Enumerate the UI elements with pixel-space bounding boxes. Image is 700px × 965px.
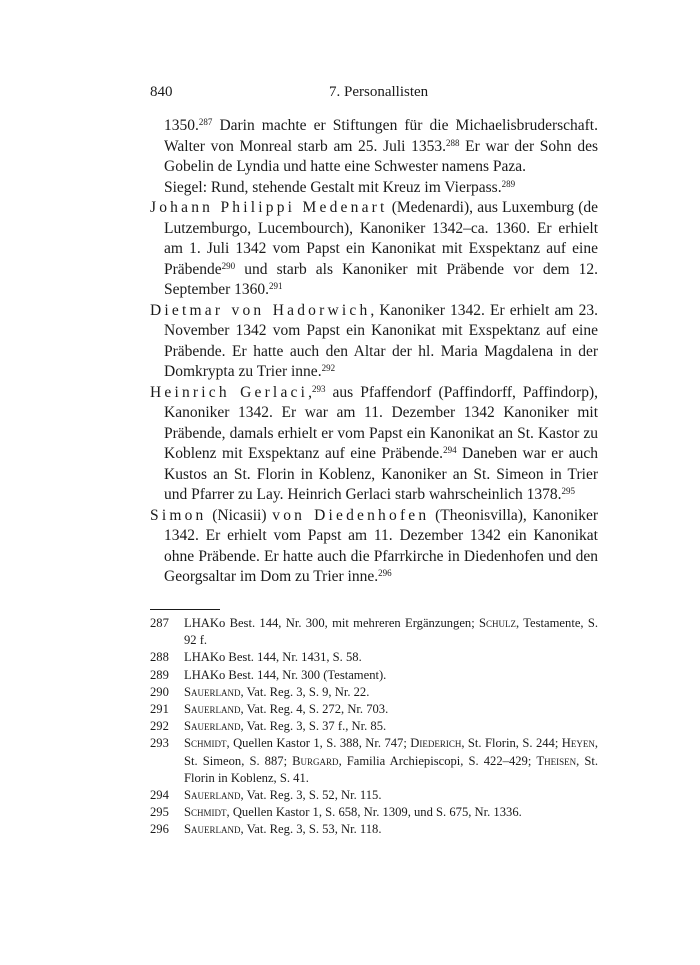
text-run: LHAKo Best. 144, Nr. 300 (Testament).: [184, 667, 387, 682]
footnote-ref-292[interactable]: 292: [321, 363, 336, 373]
footnote-290: [150, 684, 598, 701]
text-run: , Vat. Reg. 3, S. 53, Nr. 118.: [240, 822, 382, 837]
footnote-number: 294: [150, 788, 169, 803]
footnote-ref-289[interactable]: 289: [501, 178, 516, 189]
entry-name: Simon: [150, 506, 207, 524]
text-run: ,: [308, 383, 312, 401]
entry-name: Heinrich Gerlaci: [150, 383, 309, 401]
footnote-number: 291: [150, 702, 169, 717]
author-name: Sauerland: [184, 719, 241, 734]
author-name: Heyen: [561, 736, 595, 751]
entry-simon-von-diedenhofen: [150, 506, 598, 588]
footnote-ref-296[interactable]: 296: [378, 568, 392, 578]
author-name: Sauerland: [184, 822, 241, 837]
page-number: 840: [150, 84, 173, 100]
text-run: , St. Simeon, S. 887;: [184, 736, 599, 768]
footnote-288: [150, 649, 598, 666]
entry-name: Johann Philippi Medenart: [150, 199, 388, 216]
author-name: Burgard: [292, 753, 339, 768]
paragraph-walter-von-monreal: [150, 116, 598, 178]
author-name: Sauerland: [184, 702, 241, 717]
text-run: , Vat. Reg. 4, S. 272, Nr. 703.: [240, 702, 389, 717]
footnote-number: 289: [150, 667, 169, 682]
running-head: 7. Personallisten: [329, 84, 429, 100]
main-text: [150, 116, 598, 588]
text-run: und starb als Kanoniker mit Präbende vor dem 12. September 1360.: [164, 260, 598, 298]
author-name: Schmidt: [184, 736, 227, 751]
text-run: , Vat. Reg. 3, S. 52, Nr. 115.: [240, 788, 382, 803]
entry-dietmar-von-hadorwich: [150, 301, 598, 383]
entry-johann-philippi-medenart: [150, 198, 598, 301]
footnote-295: [150, 804, 598, 821]
footnote-ref-290[interactable]: 290: [221, 260, 236, 271]
footnote-number: 295: [150, 805, 169, 820]
footnotes: [150, 615, 598, 839]
footnote-293: [150, 735, 598, 787]
footnote-number: 293: [150, 736, 169, 751]
text-run: LHAKo Best. 144, Nr. 1431, S. 58.: [184, 650, 362, 665]
entry-name: Dietmar von Hadorwich: [150, 301, 371, 319]
text-run: aus Pfaffendorf (Paffindorff, Paffindorp), Kanoniker 1342. Er war am 11. Dezember 1342 Kanoniker mit Präbende, damals erhielt er vom Papst ein Kanonikat an St. Kastor zu Koblenz mit Exspektanz auf eine Präbende.: [164, 383, 598, 462]
text-run: , Quellen Kastor 1, S. 658, Nr. 1309, und S. 675, Nr. 1336.: [226, 805, 522, 820]
footnote-296: [150, 821, 598, 838]
footnote-number: 296: [150, 822, 169, 837]
footnote-291: [150, 701, 598, 718]
text-run: , St. Florin, S. 244;: [461, 736, 562, 751]
footnote-ref-287[interactable]: 287: [198, 117, 213, 127]
footnote-294: [150, 787, 598, 804]
footnote-separator: [150, 609, 220, 610]
text-run: , Familia Archiepiscopi, S. 422–429;: [338, 753, 537, 768]
footnote-292: [150, 718, 598, 735]
text-run: (Nicasii): [206, 506, 273, 524]
footnote-ref-293[interactable]: 293: [311, 383, 326, 394]
text-run: 1350.: [164, 117, 199, 134]
text-run: (Theonisvilla), Kanoniker 1342. Er erhielt vom Papst am 11. Dezember 1342 ein Kanonikat ohne Präbende. Er hatte auch die Pfarrkirche in Diedenhofen und den Georgsaltar im Dom zu Trier inne.: [164, 506, 598, 585]
entry-name: von Diedenhofen: [272, 506, 430, 524]
text-run: , Vat. Reg. 3, S. 37 f., Nr. 85.: [240, 719, 387, 734]
text-run: , Testamente, S. 92 f.: [184, 616, 598, 648]
author-name: Diederich: [410, 736, 462, 751]
text-run: Er war der Sohn des Gobelin de Lyndia und hatte eine Schwester namens Paza.: [164, 137, 598, 175]
author-name: Schulz: [479, 616, 517, 630]
footnote-number: 287: [150, 616, 169, 630]
author-name: Sauerland: [184, 788, 241, 803]
paragraph-siegel: [150, 178, 598, 199]
entry-heinrich-gerlaci: [150, 383, 598, 506]
text-run: , Quellen Kastor 1, S. 388, Nr. 747;: [226, 736, 411, 751]
author-name: Theisen: [536, 753, 577, 768]
text-run: Daneben war er auch Kustos an St. Florin in Koblenz, Kanoniker an St. Simeon in Trier und Pfarrer zu Lay. Heinrich Gerlaci starb wahrscheinlich 1378.: [164, 445, 598, 503]
footnote-number: 290: [150, 684, 169, 699]
footnote-ref-295[interactable]: 295: [561, 486, 576, 496]
footnote-289: [150, 667, 598, 684]
footnote-287: [150, 615, 598, 649]
text-run: (Medenardi), aus Luxemburg (de Lutzemburgo, Lucembourch), Kanoniker 1342–ca. 1360. Er erhielt am 1. Juli 1342 vom Papst ein Kanonikat mit Exspektanz auf eine Präbende: [164, 199, 599, 278]
author-name: Schmidt: [184, 805, 227, 820]
footnote-number: 292: [150, 719, 169, 734]
footnote-ref-294[interactable]: 294: [443, 445, 457, 455]
footnote-ref-291[interactable]: 291: [269, 281, 283, 291]
footnote-number: 288: [150, 650, 169, 665]
text-run: Siegel: Rund, stehende Gestalt mit Kreuz im Vierpass.: [164, 178, 502, 196]
text-run: , Kanoniker 1342. Er erhielt am 23. November 1342 vom Papst ein Kanonikat mit Exspektanz auf eine Präbende. Er hatte auch den Altar der hl. Maria Magdalena in der Domkrypta zu Trier inne.: [164, 301, 598, 380]
text-run: , St. Florin in Koblenz, S. 41.: [184, 753, 599, 785]
text-run: , Vat. Reg. 3, S. 9, Nr. 22.: [240, 684, 370, 699]
text-run: Darin machte er Stiftungen für die Michaelisbruderschaft. Walter von Monreal starb am 25. Juli 1353.: [164, 117, 598, 155]
author-name: Sauerland: [184, 684, 241, 699]
text-run: LHAKo Best. 144, Nr. 300, mit mehreren Ergänzungen;: [184, 616, 480, 630]
footnote-ref-288[interactable]: 288: [446, 137, 460, 148]
